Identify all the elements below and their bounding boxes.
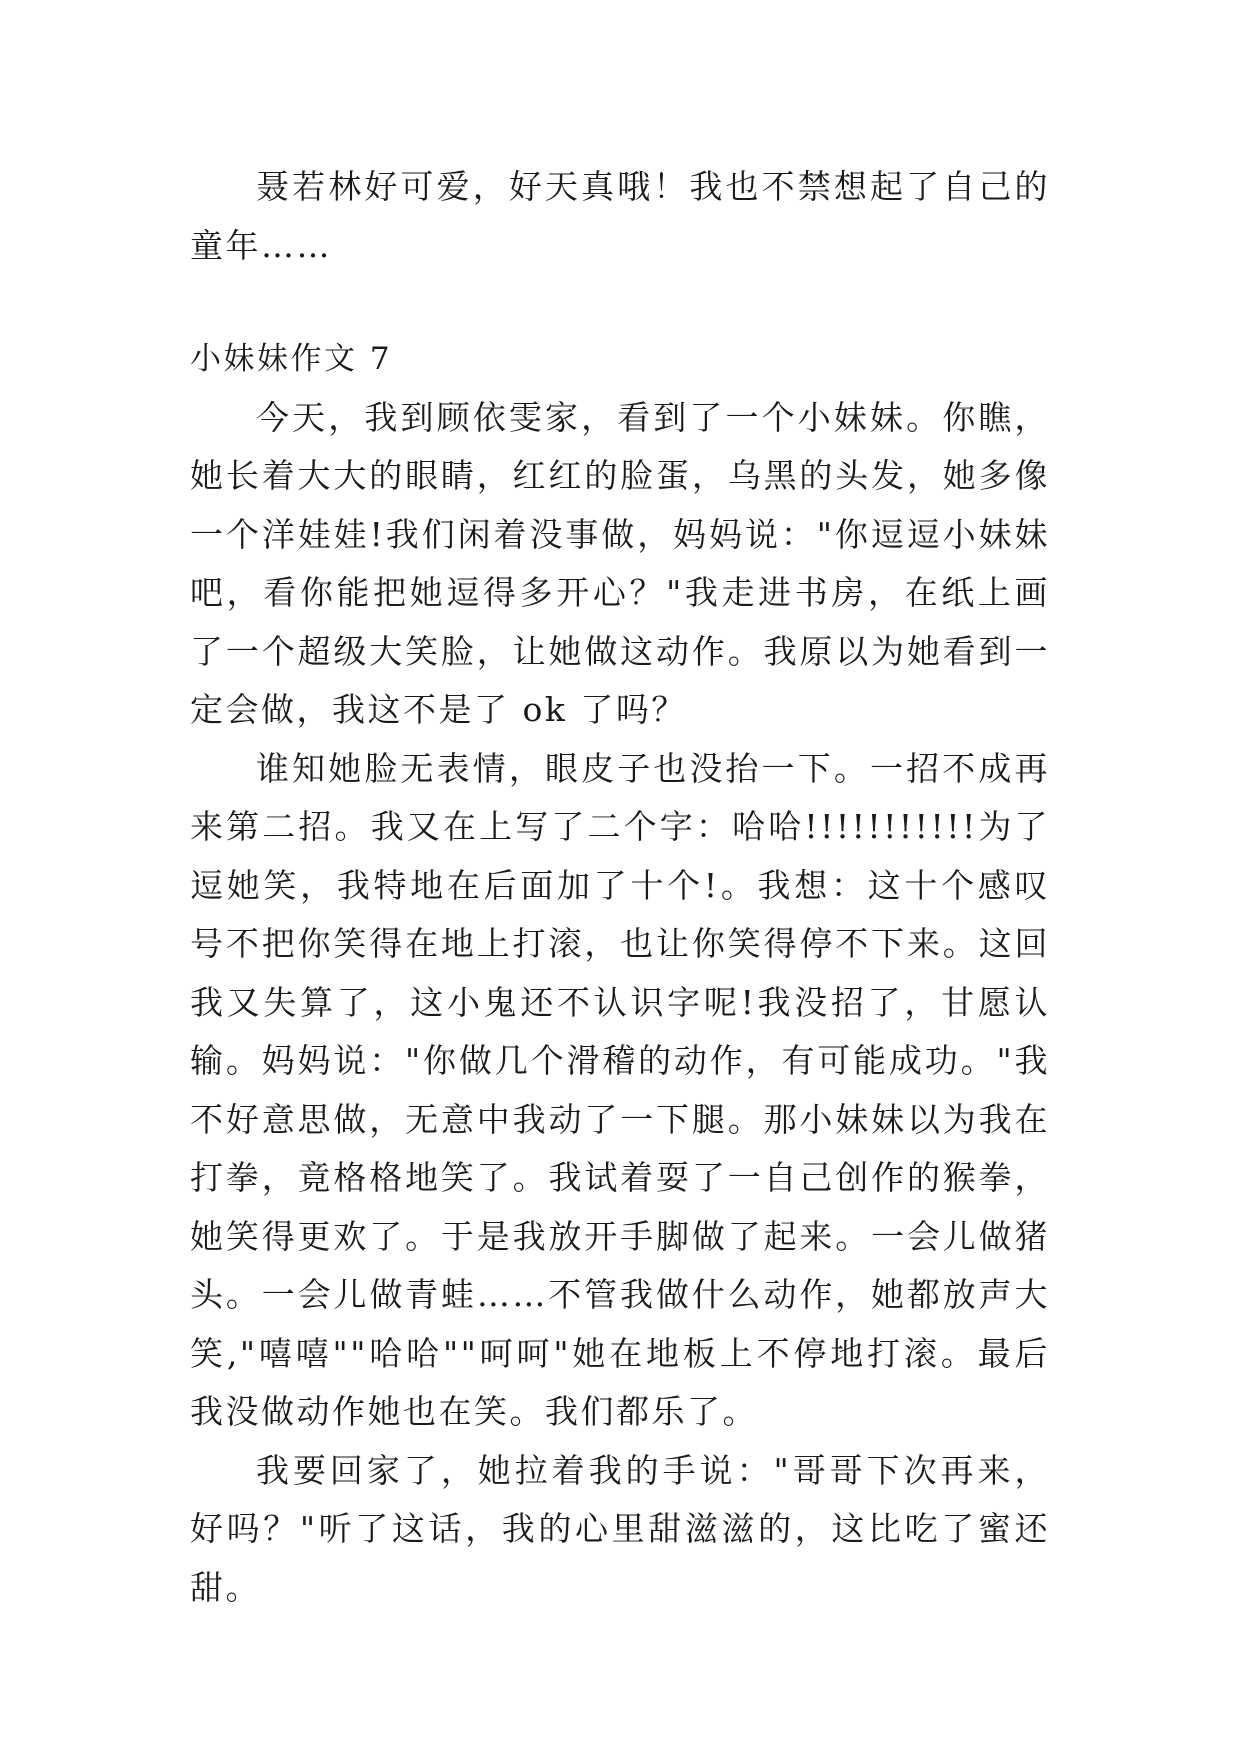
- body-paragraph-2: 谁知她脸无表情，眼皮子也没抬一下。一招不成再来第二招。我又在上写了二个字：哈哈!!!!!!!!!!!为了逗她笑，我特地在后面加了十个!。我想：这十个感叹号不把你笑得在地上打滚，也让你笑得停不下来。这回我又失算了，这小鬼还不认识字呢!我没招了，甘愿认输。妈妈说："你做几个滑稽的动作，有可能成功。"我不好意思做，无意中我动了一下腿。那小妹妹以为我在打拳，竟格格地笑了。我试着耍了一自己创作的猴拳，她笑得更欢了。于是我放开手脚做了起来。一会儿做猪头。一会儿做青蛙……不管我做什么动作，她都放声大笑,"嘻嘻""哈哈""呵呵"她在地板上不停地打滚。最后我没做动作她也在笑。我们都乐了。: [190, 748, 1050, 1431]
- document-body: [190, 158, 1050, 1617]
- paragraph-gap: [190, 275, 1050, 330]
- intro-paragraph: 聂若林好可爱，好天真哦！我也不禁想起了自己的童年……: [190, 167, 1050, 265]
- body-paragraph-3: 我要回家了，她拉着我的手说："哥哥下次再来，好吗？"听了这话，我的心里甜滋滋的，这比吃了蜜还甜。: [190, 1450, 1050, 1607]
- body-paragraph-1: 今天，我到顾依雯家，看到了一个小妹妹。你瞧，她长着大大的眼睛，红红的脸蛋，乌黑的头发，她多像一个洋娃娃!我们闲着没事做，妈妈说："你逗逗小妹妹吧，看你能把她逗得多开心？"我走进书房，在纸上画了一个超级大笑脸，让她做这动作。我原以为她看到一定会做，我这不是了 ok 了吗？: [190, 397, 1050, 729]
- section-heading: 小妹妹作文 7: [190, 341, 393, 377]
